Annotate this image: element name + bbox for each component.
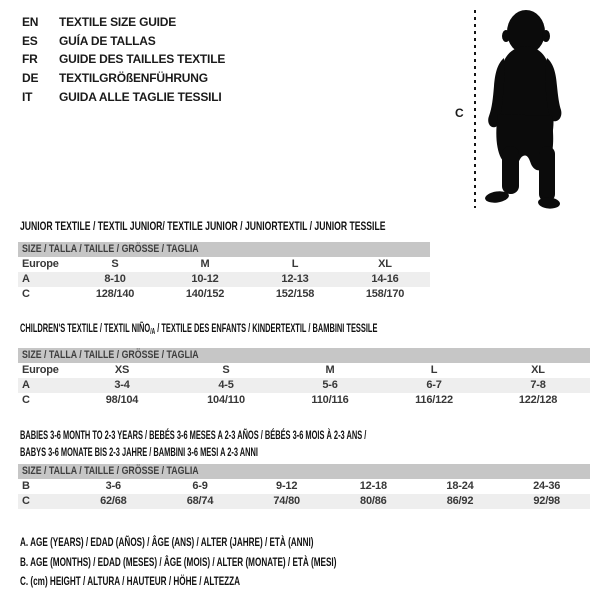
row-label: C	[22, 394, 30, 406]
junior-table-title: JUNIOR TEXTILE / TEXTIL JUNIOR/ TEXTILE JUNIOR / JUNIORTEXTIL / JUNIOR TESSILE	[20, 219, 386, 233]
language-text: GUÍA DE TALLAS	[59, 33, 156, 48]
size-header-bar	[18, 348, 590, 363]
table-row	[18, 479, 590, 494]
cell-value: 80/86	[360, 495, 387, 507]
junior-table	[18, 242, 430, 302]
cell-value: 86/92	[446, 495, 474, 507]
language-text: TEXTILGRÖßENFÜHRUNG	[59, 71, 208, 86]
row-label: B	[22, 480, 30, 492]
size-header-text: SIZE / TALLA / TAILLE / GRÖSSE / TAGLIA	[22, 243, 199, 255]
children-table-title	[20, 321, 377, 336]
language-text: GUIDA ALLE TAGLIE TESSILI	[59, 89, 222, 104]
footnote-c: C. (cm) HEIGHT / ALTURA / HAUTEUR / HÖHE / ALTEZZA	[20, 574, 241, 588]
size-header-bar	[18, 464, 590, 479]
footnotes	[20, 533, 336, 592]
baby-silhouette-icon	[483, 10, 568, 210]
cell-value: 6-7	[426, 379, 442, 391]
size-header-text: SIZE / TALLA / TAILLE / GRÖSSE / TAGLIA	[22, 465, 199, 477]
cell-value: 110/116	[311, 394, 349, 406]
language-code: EN	[22, 15, 39, 29]
cell-value: 12-18	[359, 480, 387, 492]
row-label: A	[22, 273, 30, 285]
cell-value: 92/98	[533, 495, 560, 507]
babies-table	[18, 464, 590, 509]
row-label: A	[22, 379, 30, 391]
table-row	[18, 393, 590, 408]
cell-value: 3-6	[105, 480, 121, 492]
cell-value: 12-13	[281, 273, 309, 285]
footnote-b: B. AGE (MONTHS) / EDAD (MESES) / ÂGE (MOIS) / ALTER (MONATE) / ETÀ (MESI)	[20, 554, 337, 569]
language-code: DE	[22, 71, 39, 86]
cell-value: L	[291, 258, 299, 270]
cell-value: 5-6	[322, 379, 338, 391]
language-text: GUIDE DES TAILLES TEXTILE	[59, 52, 226, 67]
babies-table-title	[20, 427, 366, 461]
language-row	[22, 69, 225, 88]
cell-value: 8-10	[104, 273, 126, 285]
language-code: IT	[22, 89, 33, 104]
table-row	[18, 257, 430, 272]
cell-value: M	[325, 364, 335, 376]
cell-value: 10-12	[191, 273, 219, 285]
language-row	[22, 32, 225, 51]
cell-value: 4-5	[218, 379, 234, 391]
cell-value: M	[200, 258, 210, 270]
children-title-main: CHILDREN'S TEXTILE / TEXTIL NIÑO	[20, 321, 151, 335]
language-row	[22, 50, 225, 69]
cell-value: 116/122	[415, 394, 453, 406]
cell-value: 18-24	[446, 480, 474, 492]
cell-value: S	[222, 364, 230, 376]
babies-title-line1: BABIES 3-6 MONTH TO 2-3 YEARS / BEBÉS 3-6 MESES A 2-3 AÑOS / BÉBÉS 3-6 MOIS À 2-3 ANS /	[20, 428, 367, 442]
cell-value: 7-8	[530, 379, 546, 391]
language-list	[22, 13, 225, 107]
height-dashed-line	[474, 10, 476, 208]
cell-value: 68/74	[186, 495, 214, 507]
cell-value: 98/104	[105, 394, 139, 406]
table-row	[18, 363, 590, 378]
cell-value: 24-36	[533, 480, 561, 492]
babies-title-line2: BABYS 3-6 MONATE BIS 2-3 JAHRE / BAMBINI 3-6 MESI A 2-3 ANNI	[20, 445, 258, 459]
cell-value: 128/140	[95, 288, 135, 300]
cell-value: 62/68	[100, 495, 127, 507]
cell-value: 104/110	[207, 394, 245, 406]
table-row	[18, 287, 430, 302]
table-row	[18, 378, 590, 393]
cell-value: 74/80	[273, 495, 300, 507]
table-row	[18, 272, 430, 287]
children-table	[18, 348, 590, 408]
language-row	[22, 88, 225, 107]
cell-value: XS	[114, 364, 130, 376]
height-label: C	[455, 106, 464, 120]
language-text: TEXTILE SIZE GUIDE	[59, 15, 177, 29]
cell-value: S	[111, 258, 119, 270]
language-code: ES	[22, 33, 38, 48]
row-label: C	[22, 495, 30, 507]
language-code: FR	[22, 52, 38, 67]
size-header-text: SIZE / TALLA / TAILLE / GRÖSSE / TAGLIA	[22, 349, 199, 361]
cell-value: XL	[531, 364, 545, 376]
cell-value: 140/152	[185, 288, 225, 300]
cell-value: 152/158	[275, 288, 315, 300]
cell-value: 14-16	[371, 273, 399, 285]
footnote-a: A. AGE (YEARS) / EDAD (AÑOS) / ÂGE (ANS) / ALTER (JAHRE) / ETÀ (ANNI)	[20, 535, 314, 549]
table-row	[18, 494, 590, 509]
cell-value: 122/128	[518, 394, 558, 406]
row-label: Europe	[22, 364, 59, 376]
cell-value: XL	[378, 258, 392, 270]
cell-value: 3-4	[114, 379, 130, 391]
language-row	[22, 13, 225, 32]
cell-value: 6-9	[192, 480, 208, 492]
children-title-rest: / TEXTILE DES ENFANTS / KINDERTEXTIL / BAMBINI TESSILE	[155, 321, 378, 335]
cell-value: 9-12	[276, 480, 298, 492]
cell-value: L	[430, 364, 438, 376]
children-title-sub: /A	[150, 327, 156, 336]
row-label: C	[22, 288, 30, 300]
size-header-bar	[18, 242, 430, 257]
row-label: Europe	[22, 258, 59, 270]
cell-value: 158/170	[365, 288, 405, 300]
